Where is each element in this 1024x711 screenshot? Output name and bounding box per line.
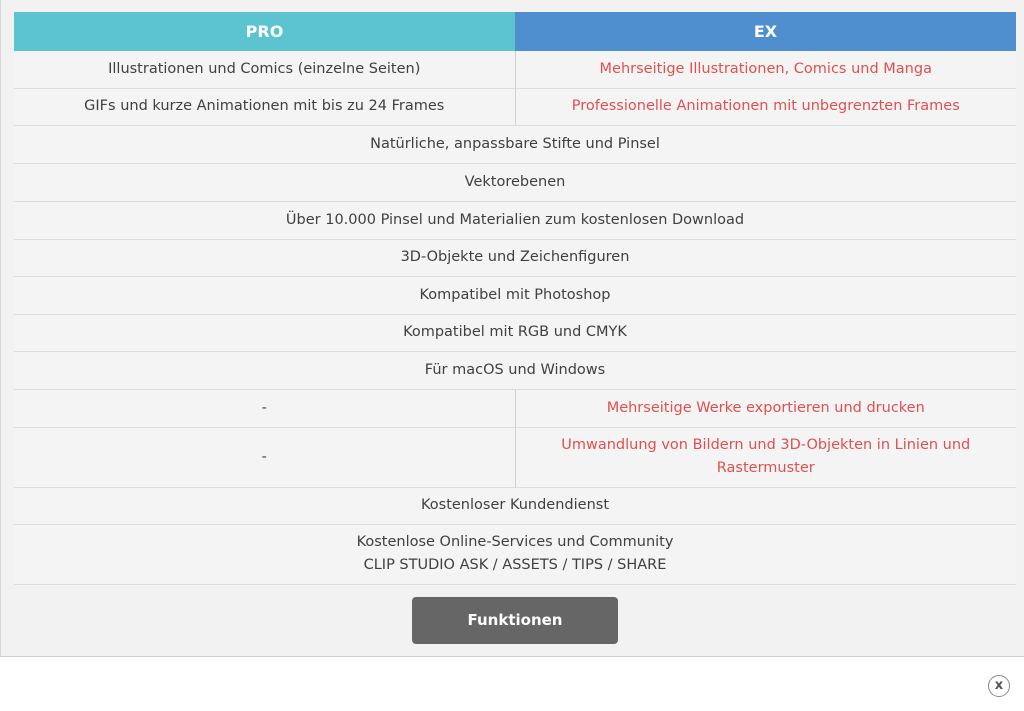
footer-divider (0, 656, 1024, 657)
shared-cell: Über 10.000 Pinsel und Materialien zum kostenlosen Download (14, 201, 1016, 239)
table-row (14, 351, 1016, 389)
shared-cell: Kompatibel mit RGB und CMYK (14, 314, 1016, 351)
shared-cell: Kompatibel mit Photoshop (14, 276, 1016, 314)
funktionen-button[interactable]: Funktionen (412, 597, 618, 644)
shared-cell: 3D-Objekte und Zeichenfiguren (14, 239, 1016, 276)
table-row (14, 389, 1016, 427)
pro-cell: Illustrationen und Comics (einzelne Seiten) (14, 51, 515, 88)
ex-cell: Umwandlung von Bildern und 3D-Objekten in Linien und Rastermuster (515, 427, 1016, 487)
shared-cell-line-1: Kostenlose Online-Services und Community (356, 534, 674, 550)
shared-cell-multiline (14, 524, 1016, 584)
ex-cell: Professionelle Animationen mit unbegrenzten Frames (515, 88, 1016, 125)
table-row (14, 427, 1016, 487)
ex-cell: Mehrseitige Werke exportieren und drucken (515, 389, 1016, 427)
table-row (14, 276, 1016, 314)
header-pro: PRO (14, 12, 515, 51)
pro-cell: - (14, 427, 515, 487)
shared-cell: Für macOS und Windows (14, 351, 1016, 389)
close-icon[interactable]: x (988, 675, 1010, 697)
table-row (14, 487, 1016, 524)
table-row (14, 125, 1016, 163)
comparison-table (14, 12, 1016, 585)
table-row (14, 201, 1016, 239)
shared-cell-line-2: CLIP STUDIO ASK / ASSETS / TIPS / SHARE (363, 557, 667, 573)
shared-cell: Vektorebenen (14, 163, 1016, 201)
pro-cell: GIFs und kurze Animationen mit bis zu 24 Frames (14, 88, 515, 125)
table-row (14, 314, 1016, 351)
ex-cell: Mehrseitige Illustrationen, Comics und Manga (515, 51, 1016, 88)
table-row (14, 51, 1016, 88)
shared-cell: Natürliche, anpassbare Stifte und Pinsel (14, 125, 1016, 163)
table-row (14, 163, 1016, 201)
table-row (14, 524, 1016, 584)
table-row (14, 239, 1016, 276)
pro-cell: - (14, 389, 515, 427)
table-header-row (14, 12, 1016, 51)
table-row (14, 88, 1016, 125)
header-ex: EX (515, 12, 1016, 51)
button-container (14, 597, 1016, 644)
shared-cell: Kostenloser Kundendienst (14, 487, 1016, 524)
